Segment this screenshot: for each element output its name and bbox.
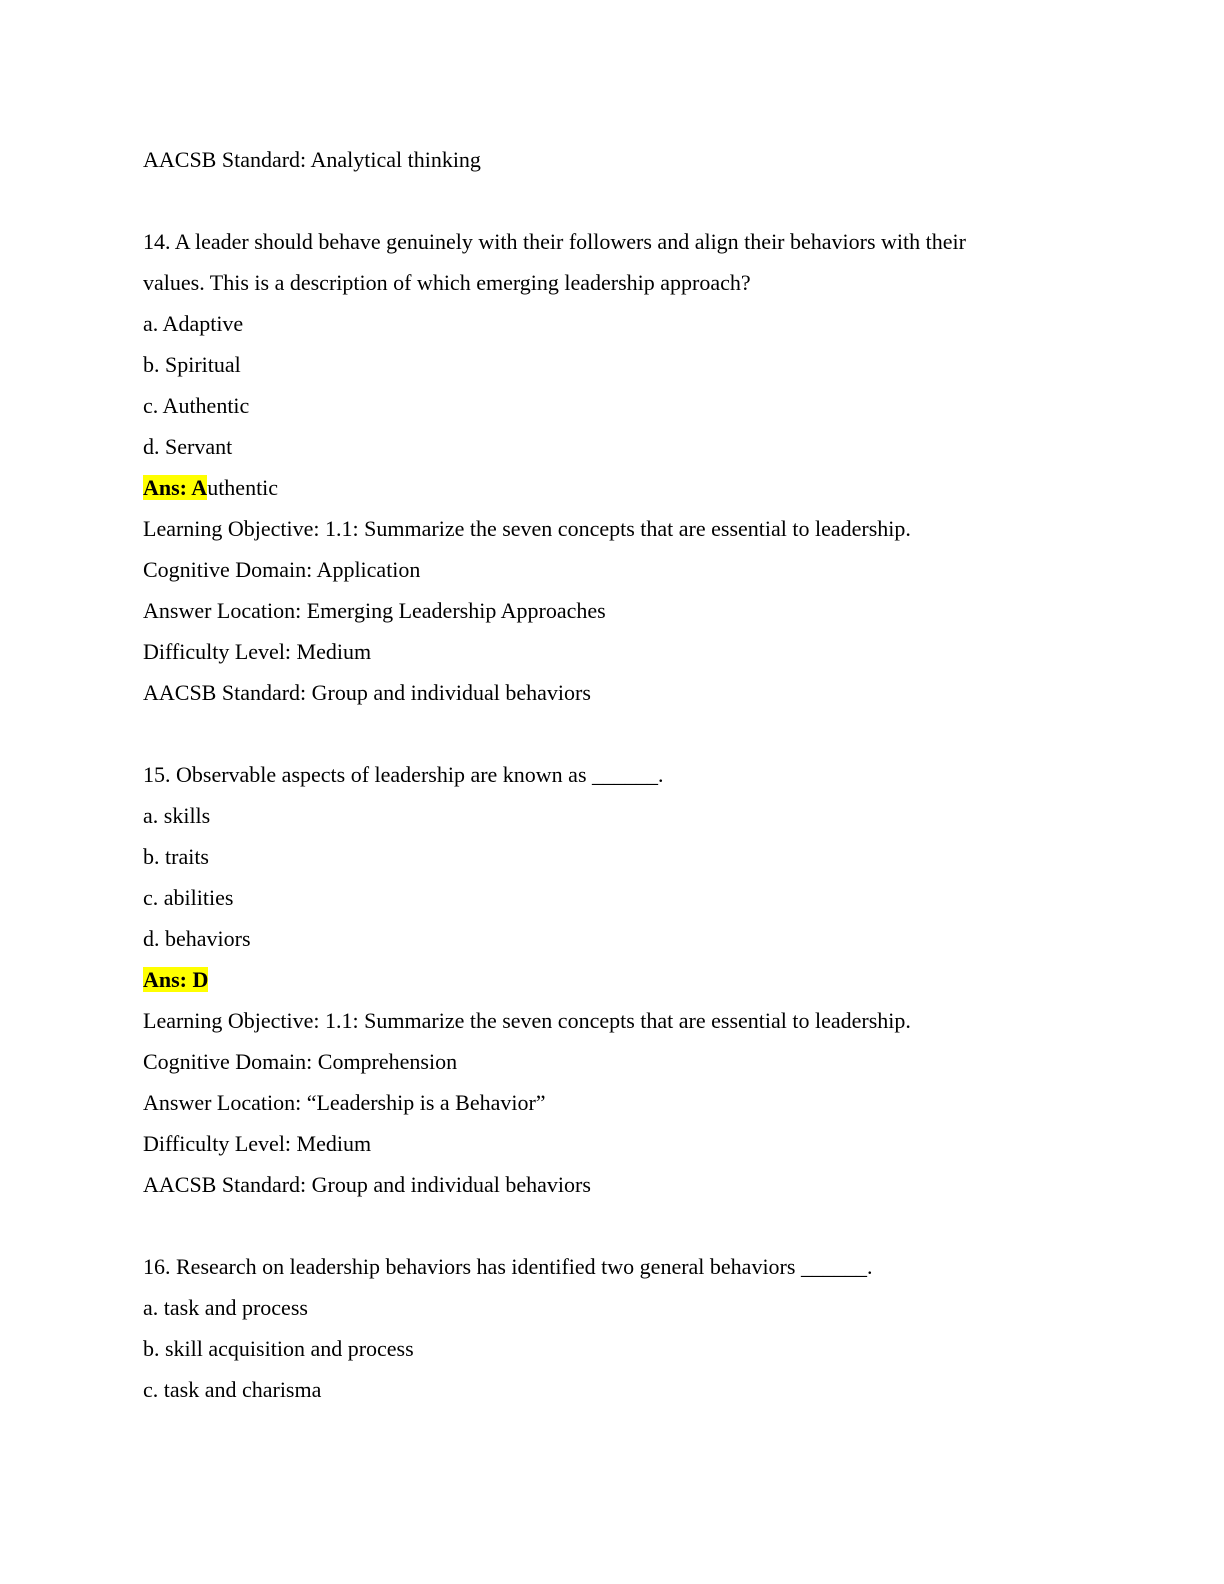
- option-c: c. task and charisma: [143, 1377, 322, 1402]
- answer-location: Answer Location: “Leadership is a Behavior”: [143, 1090, 546, 1115]
- option-a: a. skills: [143, 803, 211, 828]
- cognitive-domain: Cognitive Domain: Application: [143, 557, 421, 582]
- paragraph-gap: [143, 713, 1083, 754]
- question-stem: 15. Observable aspects of leadership are known as ______.: [143, 762, 664, 787]
- answer-highlight: Ans: D: [143, 967, 209, 992]
- answer-line: [143, 959, 1083, 1000]
- question-15: [143, 754, 1083, 1205]
- difficulty-level: Difficulty Level: Medium: [143, 639, 372, 664]
- answer-location: Answer Location: Emerging Leadership Approaches: [143, 598, 606, 623]
- document-page: [143, 139, 1083, 1410]
- question-stem: values. This is a description of which emerging leadership approach?: [143, 270, 751, 295]
- answer-rest: uthentic: [207, 475, 279, 500]
- paragraph-gap: [143, 180, 1083, 221]
- option-d: d. behaviors: [143, 926, 251, 951]
- question-14: [143, 221, 1083, 713]
- option-c: c. Authentic: [143, 393, 250, 418]
- answer-line: [143, 467, 1083, 508]
- answer-highlight: Ans: A: [143, 475, 208, 500]
- option-b: b. skill acquisition and process: [143, 1336, 414, 1361]
- difficulty-level: Difficulty Level: Medium: [143, 1131, 372, 1156]
- option-d: d. Servant: [143, 434, 233, 459]
- question-16: [143, 1246, 1083, 1410]
- paragraph-gap: [143, 1205, 1083, 1246]
- option-b: b. Spiritual: [143, 352, 241, 377]
- aacsb-standard: AACSB Standard: Group and individual behaviors: [143, 1172, 591, 1197]
- learning-objective: Learning Objective: 1.1: Summarize the seven concepts that are essential to leadership.: [143, 1008, 911, 1033]
- option-c: c. abilities: [143, 885, 234, 910]
- learning-objective: Learning Objective: 1.1: Summarize the seven concepts that are essential to leadership.: [143, 516, 911, 541]
- option-a: a. Adaptive: [143, 311, 244, 336]
- aacsb-standard: AACSB Standard: Analytical thinking: [143, 147, 481, 172]
- option-b: b. traits: [143, 844, 209, 869]
- cognitive-domain: Cognitive Domain: Comprehension: [143, 1049, 458, 1074]
- question-stem: 14. A leader should behave genuinely with their followers and align their behaviors with their: [143, 229, 966, 254]
- question-stem: 16. Research on leadership behaviors has identified two general behaviors ______.: [143, 1254, 873, 1279]
- option-a: a. task and process: [143, 1295, 308, 1320]
- aacsb-standard: AACSB Standard: Group and individual behaviors: [143, 680, 591, 705]
